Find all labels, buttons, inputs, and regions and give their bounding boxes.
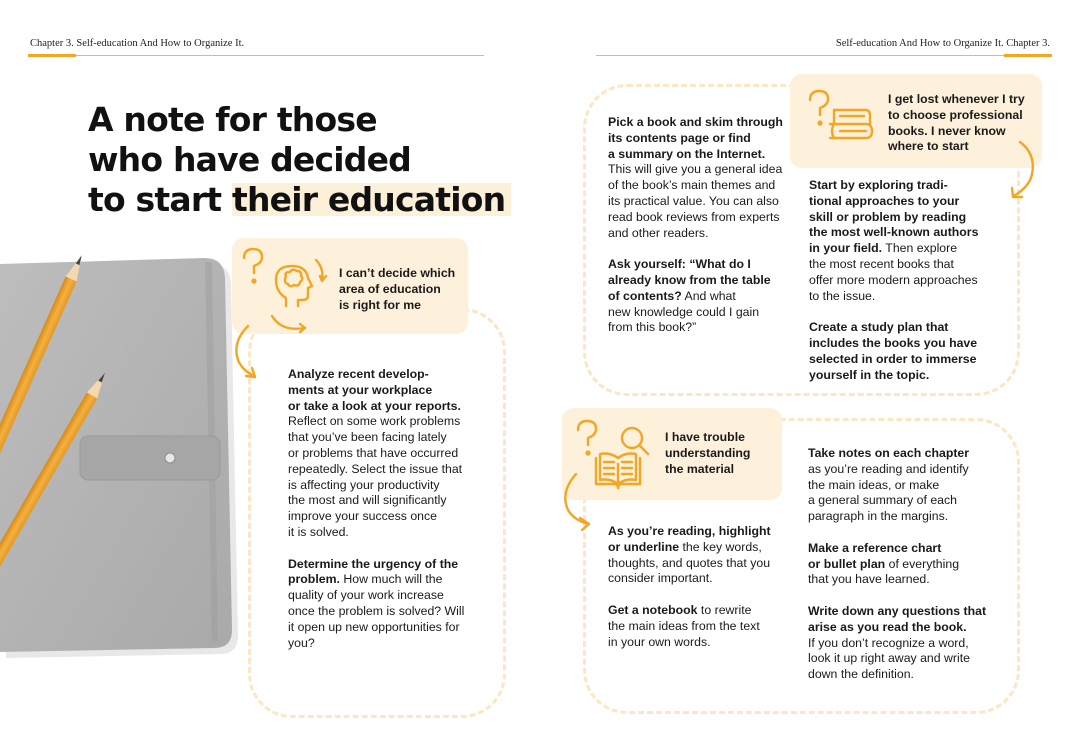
paragraph (808, 604, 1008, 683)
question-line: area of education (339, 281, 441, 296)
question-line: I get lost whenever I try (888, 92, 1025, 106)
para-bold: Create a study plan that includes the books you have selected in order to immerse yourself in the topic. (809, 320, 978, 382)
para-bold: As you’re reading, highlight or underline (608, 524, 771, 554)
title-line-3 (88, 180, 508, 220)
question-line: is right for me (339, 297, 421, 312)
paragraph (608, 524, 798, 587)
para-text: This will give you a general idea of the book’s main themes and its practical value. You can also read book reviews from experts and other readers. (608, 162, 783, 240)
header-rule-right (596, 55, 1052, 56)
para-bold: Write down any questions that arise as you read the book. (808, 603, 987, 634)
para-bold: Get a notebook (608, 602, 698, 617)
paragraph (808, 541, 1008, 588)
area-answer-text (288, 367, 488, 667)
para-bold: Start by exploring tradi- tional approaches to your skill or problem by reading the most well-known authors in your field. (809, 178, 979, 256)
question-line: I can’t decide which (339, 266, 456, 280)
question-line: I have trouble (665, 430, 745, 444)
title-line-1: A note for those (88, 100, 377, 139)
para-text: If you don’t recognize a word, look it up right away and write down the definition. (808, 635, 970, 682)
page-title (88, 100, 508, 220)
paragraph (809, 178, 1009, 304)
open-book-magnifier-icon (592, 424, 654, 490)
para-bold: Ask yourself: “What do I already know from the table of contents? (608, 257, 771, 303)
curved-arrow-icon (558, 472, 598, 532)
head-brain-cycle-icon (264, 254, 328, 334)
header-accent-left (28, 54, 76, 57)
title-highlight: their education (232, 180, 511, 219)
para-text: And what new knowledge could I gain from this book?” (608, 288, 760, 335)
paragraph (288, 557, 488, 652)
skim-text (608, 115, 796, 352)
para-text: to rewrite the main ideas from the text in your own words. (608, 602, 760, 649)
paragraph (808, 446, 1008, 525)
para-bold: Pick a book and skim through its contents page or find a summary on the Internet. (608, 115, 783, 161)
para-text: Then explore the most recent books that offer more modern approaches to the issue. (809, 241, 978, 303)
books-answer-text (809, 178, 1009, 399)
para-text: Reflect on some work problems that you’ve been facing lately or problems that have occurred repeatedly. Select the issue that is affecting your productivity the most and will significantly improve your success once it is solved. (288, 414, 463, 539)
material-left-text (608, 524, 798, 666)
curved-arrow-icon (228, 324, 264, 384)
paragraph (608, 257, 796, 336)
para-bold: Take notes on each chapter (808, 446, 970, 460)
material-right-text (808, 446, 1008, 699)
question-line: to choose professional (888, 107, 1023, 122)
question-line: books. I never know (888, 123, 1006, 138)
para-text: the key words, thoughts, and quotes that you consider important. (608, 539, 771, 586)
para-bold: Determine the urgency of the problem. (288, 556, 459, 587)
question-line: understanding (665, 445, 751, 460)
para-text: How much will the quality of your work increase once the problem is solved? Will it open up new opportunities for you? (288, 572, 465, 650)
question-line: the material (665, 461, 735, 476)
para-text: of everything that you have learned. (808, 556, 960, 587)
paragraph (608, 115, 796, 241)
question-material-label (665, 430, 750, 477)
para-bold: Analyze recent develop- ments at your workplace or take a look at your reports. (288, 367, 461, 413)
paragraph (288, 367, 488, 541)
paragraph (608, 603, 798, 650)
paragraph (809, 320, 1009, 383)
header-accent-right (1004, 54, 1052, 57)
running-head-right: Self-education And How to Organize It. Chapter 3. (835, 38, 1050, 49)
book-stack-icon (826, 100, 876, 144)
question-area-label (339, 266, 455, 313)
header-rule-left (28, 55, 484, 56)
title-line-3-start: to start (88, 180, 232, 219)
para-bold: Make a reference chart or bullet plan (808, 540, 942, 571)
notebook-pencils-illustration (0, 250, 250, 660)
question-line: where to start (888, 139, 969, 154)
running-head-left: Chapter 3. Self-education And How to Organize It. (30, 38, 245, 49)
para-text: as you’re reading and identify the main ideas, or make a general summary of each paragraph in the margins. (808, 461, 969, 524)
title-line-2: who have decided (88, 140, 411, 179)
